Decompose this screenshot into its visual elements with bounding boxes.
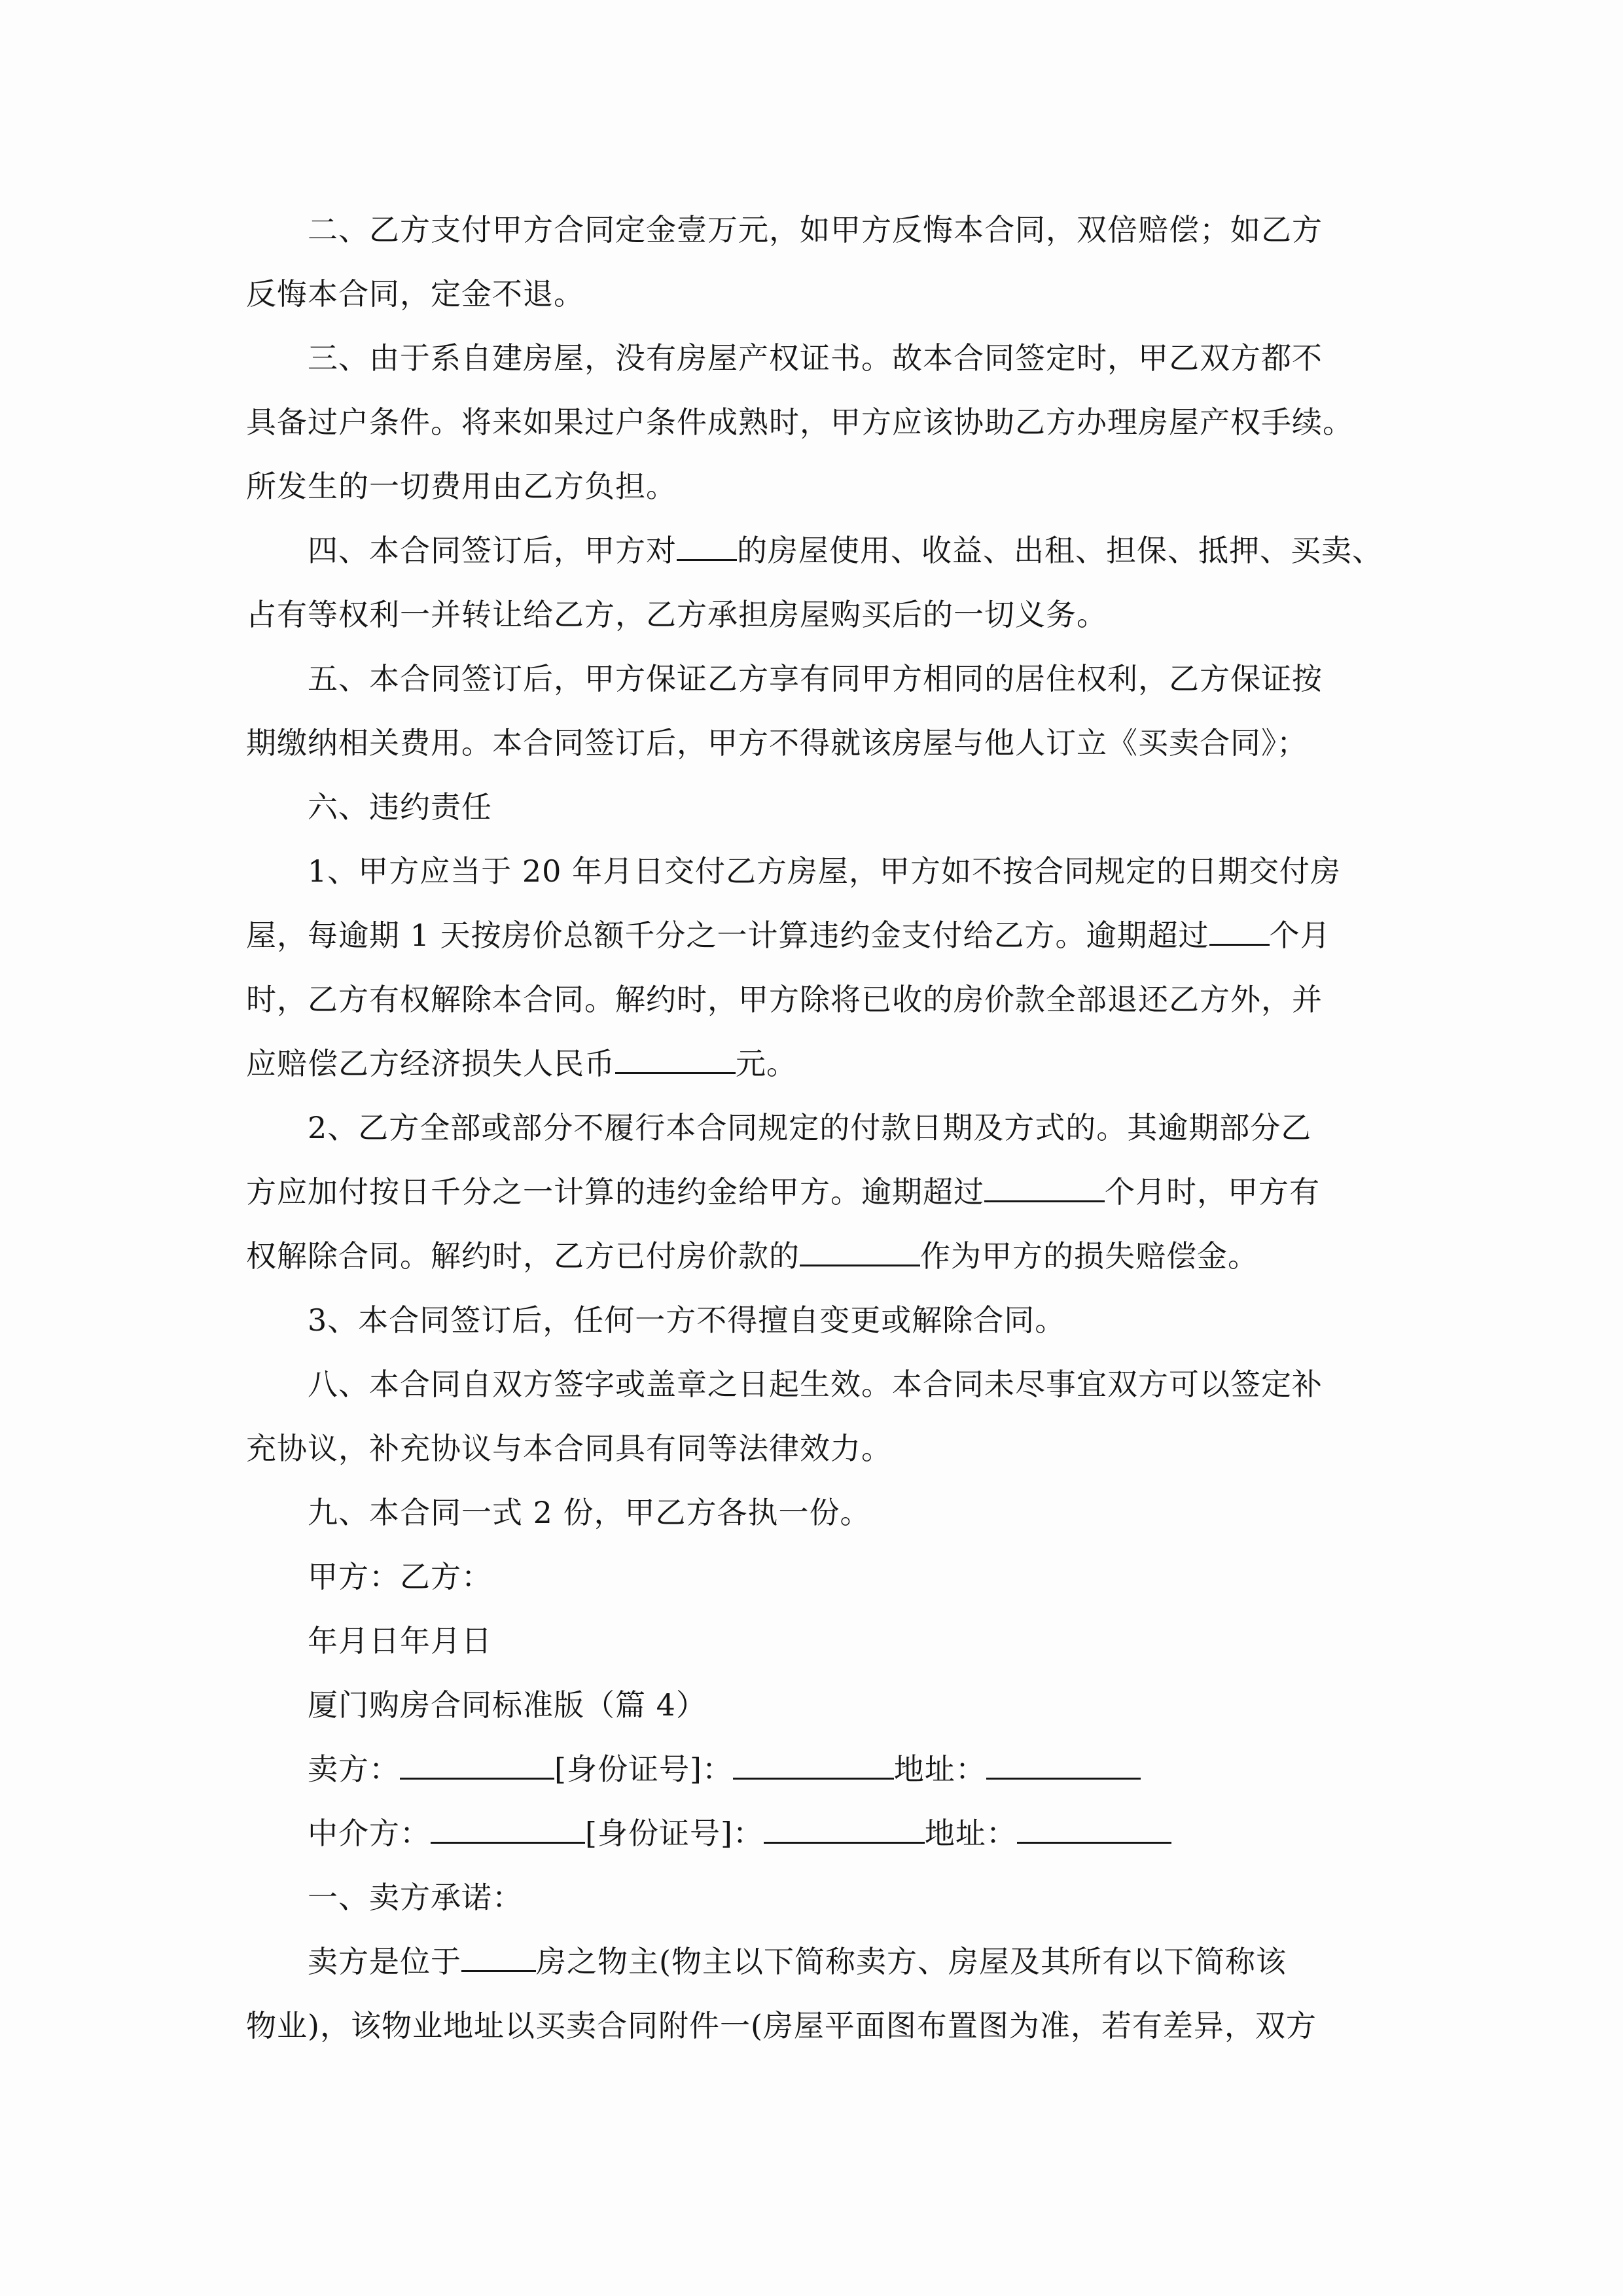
clause-4-line-2: 占有等权利一并转让给乙方，乙方承担房屋购买后的一切义务。 [246, 597, 1107, 632]
seller-id-blank [733, 1750, 894, 1780]
clause-6-2-line-3 [246, 1224, 1258, 1288]
fill-blank [984, 1173, 1105, 1202]
fill-blank [615, 1045, 736, 1074]
clause-6-2-text-c: 权解除合同。解约时，乙方已付房价款的 [246, 1238, 800, 1274]
seller-address-label: 地址： [893, 1751, 986, 1787]
agent-name-blank [431, 1814, 585, 1844]
seller-promise-line-1 [246, 1929, 1287, 1994]
clause-6-2-text-b: 个月时，甲方有 [1105, 1174, 1320, 1210]
clause-6-1-text-a: 屋，每逾期 1 天按房价总额千分之一计算违约金支付给乙方。逾期超过 [246, 918, 1209, 953]
clause-5-line-2: 期缴纳相关费用。本合同签订后，甲方不得就该房屋与他人订立《买卖合同》； [246, 725, 1308, 761]
clause-2-line-1: 二、乙方支付甲方合同定金壹万元，如甲方反悔本合同，双倍赔偿；如乙方 [246, 212, 1323, 247]
clause-8-line-2: 充协议，补充协议与本合同具有同等法律效力。 [246, 1431, 892, 1466]
clause-4-text-a: 四、本合同签订后，甲方对 [246, 533, 677, 568]
clause-6-2-line-1: 2、乙方全部或部分不履行本合同规定的付款日期及方式的。其逾期部分乙 [246, 1110, 1312, 1145]
seller-id-label: [身份证号]： [554, 1751, 733, 1787]
agent-line [246, 1801, 1171, 1865]
clause-6-1-line-1: 1、甲方应当于 20 年月日交付乙方房屋，甲方如不按合同规定的日期交付房 [246, 853, 1342, 889]
agent-address-blank [1017, 1814, 1171, 1844]
clause-3-line-1: 三、由于系自建房屋，没有房屋产权证书。故本合同签定时，甲乙双方都不 [246, 340, 1323, 376]
seller-promise-text-a: 卖方是位于 [246, 1944, 461, 1979]
clause-4-line-1 [246, 518, 1383, 583]
clause-6-2-line-2 [246, 1160, 1320, 1224]
agent-address-label: 地址： [924, 1816, 1017, 1851]
agent-label: 中介方： [246, 1816, 431, 1851]
seller-label: 卖方： [246, 1751, 400, 1787]
clause-6-1-line-4 [246, 1031, 797, 1096]
seller-promise-heading: 一、卖方承诺： [246, 1880, 523, 1915]
clause-8-line-1: 八、本合同自双方签字或盖章之日起生效。本合同未尽事宜双方可以签定补 [246, 1367, 1323, 1402]
clause-6-2-text-d: 作为甲方的损失赔偿金。 [920, 1238, 1258, 1274]
clause-6-1-text-b: 个月 [1269, 918, 1331, 953]
signature-parties: 甲方：乙方： [246, 1559, 492, 1594]
fill-blank [1209, 916, 1270, 946]
clause-6-1-line-2 [246, 903, 1331, 967]
seller-promise-text-b: 房之物主(物主以下简称卖方、房屋及其所有以下简称该 [536, 1944, 1287, 1979]
clause-6-2-text-a: 方应加付按日千分之一计算的违约金给甲方。逾期超过 [246, 1174, 984, 1210]
clause-6-1-line-3: 时，乙方有权解除本合同。解约时，甲方除将已收的房价款全部退还乙方外，并 [246, 982, 1323, 1017]
clause-6-1-text-c: 应赔偿乙方经济损失人民币 [246, 1046, 615, 1081]
fill-blank [800, 1237, 920, 1266]
clause-6-3: 3、本合同签订后，任何一方不得擅自变更或解除合同。 [246, 1302, 1066, 1338]
signature-dates: 年月日年月日 [246, 1623, 492, 1659]
clause-9: 九、本合同一式 2 份，甲乙方各执一份。 [246, 1495, 871, 1530]
clause-5-line-1: 五、本合同签订后，甲方保证乙方享有同甲方相同的居住权利，乙方保证按 [246, 661, 1323, 696]
clause-6-1-text-d: 元。 [736, 1046, 797, 1081]
agent-id-blank [764, 1814, 925, 1844]
seller-promise-line-2: 物业)，该物业地址以买卖合同附件一(房屋平面图布置图为准，若有差异，双方 [246, 2008, 1317, 2043]
section-title: 厦门购房合同标准版（篇 4） [246, 1687, 707, 1723]
clause-3-line-2: 具备过户条件。将来如果过户条件成熟时，甲方应该协助乙方办理房屋产权手续。 [246, 404, 1353, 440]
agent-id-label: [身份证号]： [585, 1816, 764, 1851]
seller-name-blank [400, 1750, 554, 1780]
clause-4-text-b: 的房屋使用、收益、出租、担保、抵押、买卖、 [737, 533, 1383, 568]
seller-address-blank [986, 1750, 1141, 1780]
clause-2-line-2: 反悔本合同，定金不退。 [246, 276, 584, 312]
fill-blank [677, 531, 737, 561]
seller-line [246, 1737, 1141, 1801]
clause-6-heading: 六、违约责任 [246, 789, 492, 825]
fill-blank [461, 1943, 536, 1972]
clause-3-line-3: 所发生的一切费用由乙方负担。 [246, 469, 677, 504]
